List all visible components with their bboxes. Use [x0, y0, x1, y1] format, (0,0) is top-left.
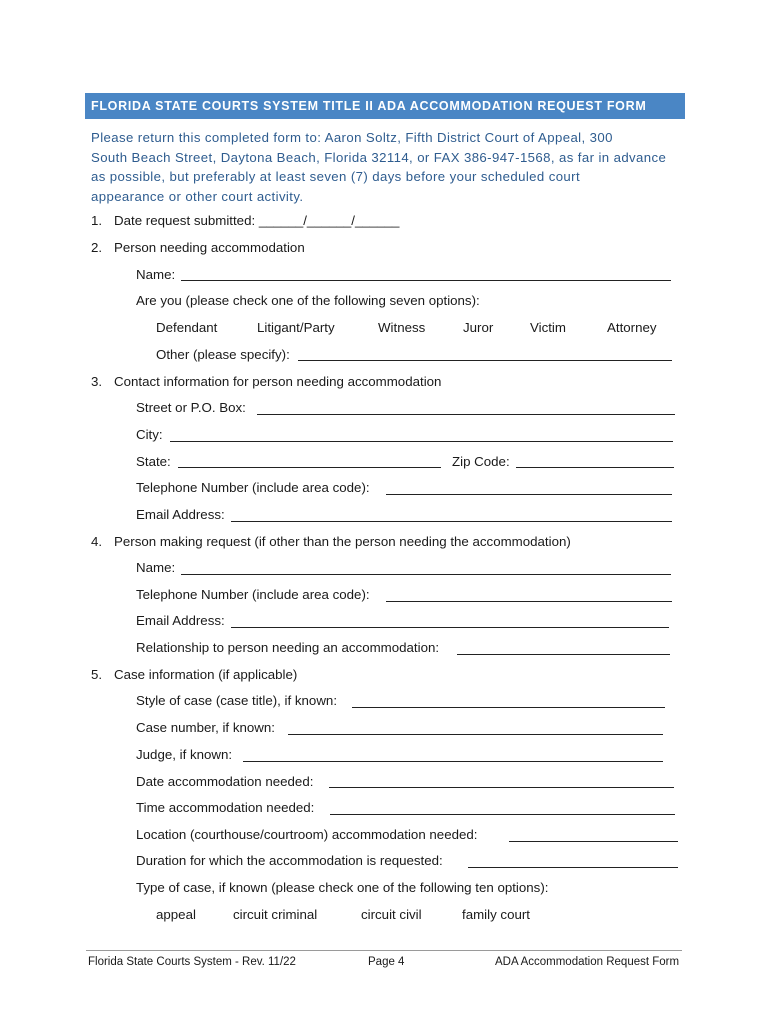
case-number-field[interactable] [288, 734, 663, 735]
instructions-line: South Beach Street, Daytona Beach, Florida 32114, or FAX 386-947-1568, as far in advance [91, 149, 667, 165]
instructions-line: as possible, but preferably at least seven (7) days before your scheduled court [91, 169, 581, 184]
footer-form-name: ADA Accommodation Request Form [495, 956, 680, 968]
city-label: City: [136, 427, 163, 442]
item-number: 4. [91, 534, 103, 549]
option-appeal[interactable]: appeal [156, 907, 196, 922]
phone-field[interactable] [386, 494, 672, 495]
location-label: Location (courthouse/courtroom) accommodation needed: [136, 827, 478, 842]
case-style-label: Style of case (case title), if known: [136, 693, 338, 708]
case-number-label: Case number, if known: [136, 720, 275, 735]
street-field[interactable] [257, 414, 675, 415]
date-needed-field[interactable] [329, 787, 674, 788]
location-field[interactable] [509, 841, 678, 842]
date-submitted-field[interactable]: Date request submitted: ______/______/______ [114, 213, 400, 228]
item-number: 1. [91, 213, 103, 228]
name-label: Name: [136, 560, 176, 575]
option-family-court[interactable]: family court [462, 907, 530, 922]
requester-name-field[interactable] [181, 574, 671, 575]
option-witness[interactable]: Witness [378, 320, 426, 335]
option-defendant[interactable]: Defendant [156, 320, 218, 335]
name-label: Name: [136, 267, 176, 282]
state-field[interactable] [178, 467, 441, 468]
item-number: 5. [91, 667, 103, 682]
option-victim[interactable]: Victim [530, 320, 566, 335]
time-needed-field[interactable] [330, 814, 675, 815]
role-question: Are you (please check one of the following seven options): [136, 293, 480, 308]
instructions-line: Please return this completed form to: Aaron Soltz, Fifth District Court of Appeal, 300 [91, 130, 613, 145]
email-field[interactable] [231, 521, 672, 522]
footer-page-number: Page 4 [368, 956, 405, 968]
option-litigant-party[interactable]: Litigant/Party [257, 320, 335, 335]
duration-label: Duration for which the accommodation is requested: [136, 853, 443, 868]
option-attorney[interactable]: Attorney [607, 320, 657, 335]
form-title: FLORIDA STATE COURTS SYSTEM TITLE II ADA ACCOMMODATION REQUEST FORM [91, 99, 647, 113]
email-label: Email Address: [136, 613, 225, 628]
zip-field[interactable] [516, 467, 674, 468]
case-type-question: Type of case, if known (please check one of the following ten options): [136, 880, 549, 895]
item-number: 2. [91, 240, 103, 255]
footer-divider [86, 950, 682, 951]
instructions-line: appearance or other court activity. [91, 188, 304, 204]
option-juror[interactable]: Juror [463, 320, 494, 335]
requester-phone-field[interactable] [386, 601, 672, 602]
section-heading: Person needing accommodation [114, 240, 305, 255]
zip-label: Zip Code: [452, 454, 510, 469]
city-field[interactable] [170, 441, 673, 442]
option-circuit-criminal[interactable]: circuit criminal [233, 907, 318, 922]
relationship-field[interactable] [457, 654, 670, 655]
option-circuit-civil[interactable]: circuit civil [361, 907, 422, 922]
case-style-field[interactable] [352, 707, 665, 708]
street-label: Street or P.O. Box: [136, 400, 246, 415]
phone-label: Telephone Number (include area code): [136, 480, 370, 495]
item-number: 3. [91, 374, 103, 389]
duration-field[interactable] [468, 867, 678, 868]
other-label: Other (please specify): [156, 347, 290, 362]
section-heading: Contact information for person needing accommodation [114, 374, 442, 389]
time-needed-label: Time accommodation needed: [136, 800, 315, 815]
section-heading: Person making request (if other than the person needing the accommodation) [114, 534, 571, 549]
phone-label: Telephone Number (include area code): [136, 587, 370, 602]
other-specify-field[interactable] [298, 360, 672, 361]
needing-name-field[interactable] [181, 280, 671, 281]
judge-label: Judge, if known: [136, 747, 233, 762]
state-label: State: [136, 454, 171, 469]
section-heading: Case information (if applicable) [114, 667, 298, 682]
return-instructions [91, 128, 691, 206]
footer-revision: Florida State Courts System - Rev. 11/22 [88, 956, 296, 968]
form-title-bar [85, 93, 685, 119]
relationship-label: Relationship to person needing an accommodation: [136, 640, 440, 655]
date-needed-label: Date accommodation needed: [136, 774, 314, 789]
judge-field[interactable] [243, 761, 663, 762]
email-label: Email Address: [136, 507, 225, 522]
requester-email-field[interactable] [231, 627, 669, 628]
